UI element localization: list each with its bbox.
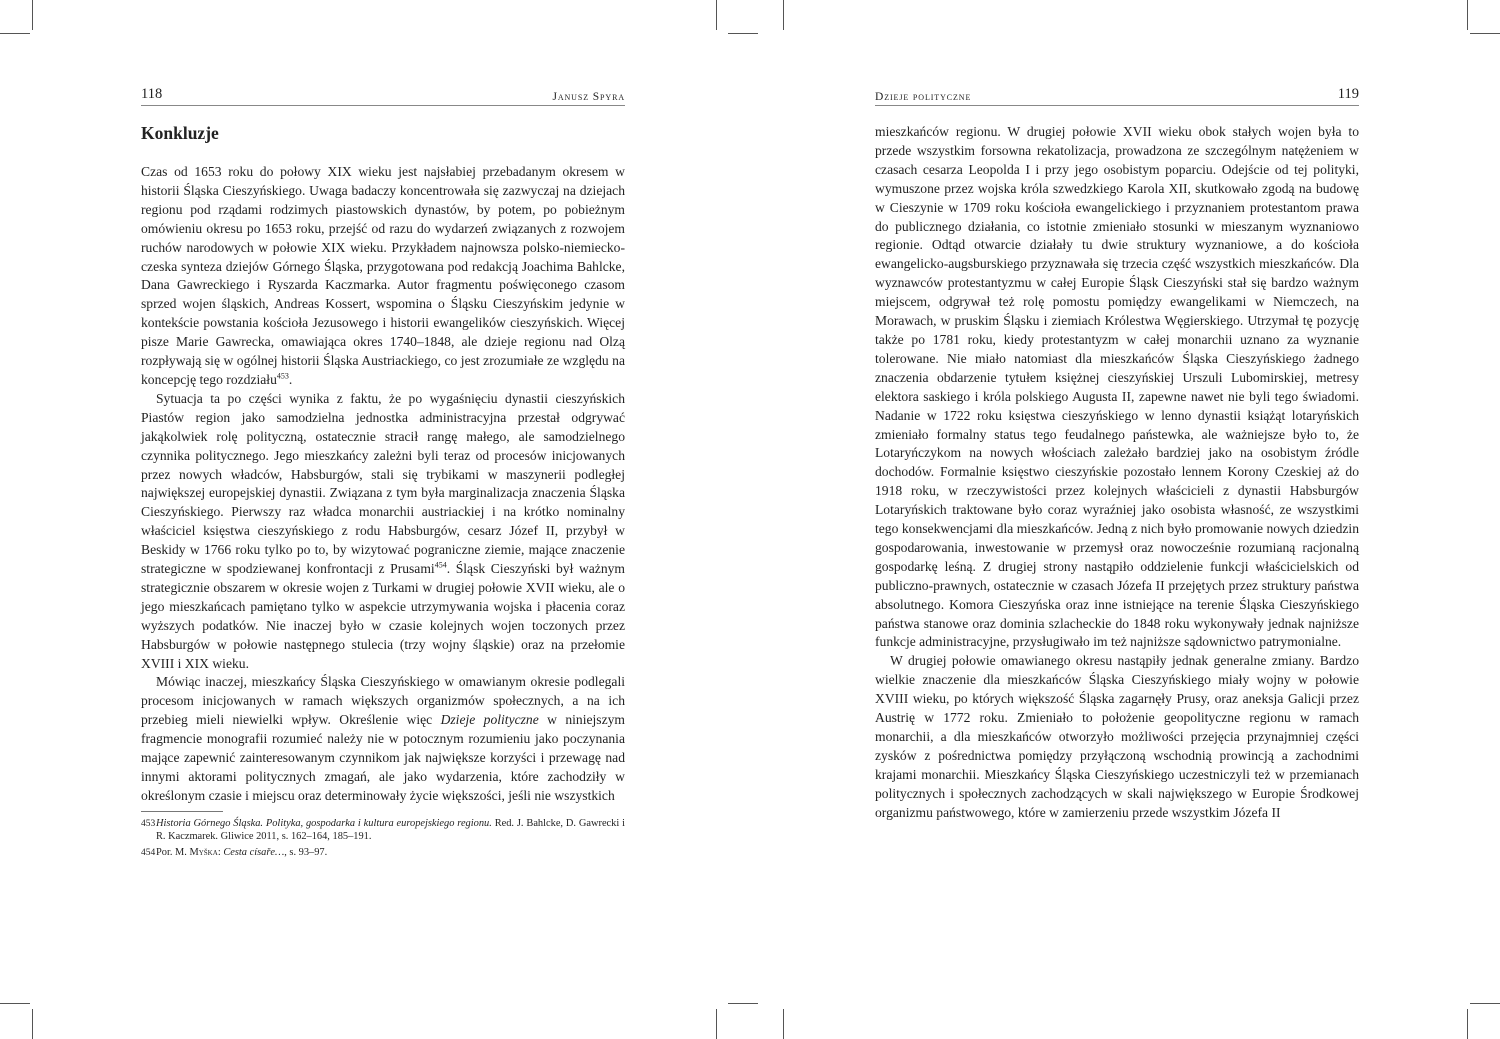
footnote: 454Por. M. Myška: Cesta císaře…, s. 93–97. — [141, 847, 328, 859]
page-number: 118 — [141, 86, 163, 102]
paragraph: Sytuacja ta po części wynika z faktu, że po wygaśnięciu dynastii cieszyńskich Piastów region jako samodzielna jednostka administracyjna przestał odgrywać jakąkolwiek rolę polityczną, ostatecznie stracił rangę małego, ale samodzielnego czynnika politycznego. Jego mieszkańcy zależni byli teraz od procesów inicjowanych przez nowych władców, Habsburgów, stali się trybikami w maszynerii podległej największej europejskiej dynastii. Związana z tym była marginalizacja znaczenia Śląska Cieszyńskiego. Pierwszy raz władca monarchii austriackiej i na krótko nominalny właściciel księstwa cieszyńskiego z rodu Habsburgów, cesarz Józef II, przybył w Beskidy w 1766 roku tylko po to, by wizytować pograniczne ziemie, mające znaczenie strategiczne w spodziewanej konfrontacji z Prusami$^{454}$. Śląsk Cieszyński był ważnym strategicznie obszarem w okresie wojen z Turkami w drugiej połowie XVII wieku, ale o jego mieszkańcach pamiętano tylko w aspekcie utrzymywania wojska i płacenia coraz wyższych podatków. Nie inaczej było w czasie kolejnych wojen toczonych przez Habsburgów w połowie następnego stulecia (trzy wojny śląskie) oraz na przełomie XVIII i XIX wieku. — [141, 390, 626, 671]
crop-mark — [0, 1003, 30, 1004]
paragraph: W drugiej połowie omawianego okresu nastąpiły jednak generalne zmiany. Bardzo wielkie znaczenie dla mieszkańców Śląska Cieszyńskiego miały wojny w połowie XVIII wieku, po których większość Śląska zagarnęły Prusy, oraz aneksja Galicji przez Austrię w 1772 roku. Zmieniało to położenie geopolityczne regionu w ramach monarchii, a dla mieszkańców otworzyło możliwości przejęcia przynajmniej części zysków z pośrednictwa pomiędzy przyłączoną wschodnią prowincją a zachodnimi krajami monarchii. Mieszkańcy Śląska Cieszyńskiego uczestniczyli też w przemianach politycznych i społecznych zachodzących w skali największego w Europie Środkowej organizmu państwowego, które w zamierzeniu przede wszystkim Józefa II — [875, 653, 1359, 820]
running-head-title: Dzieje polityczne — [875, 91, 972, 103]
section-heading: Konkluzje — [141, 123, 219, 143]
crop-mark — [1470, 1003, 1500, 1004]
crop-mark — [32, 1009, 33, 1039]
crop-mark — [783, 0, 784, 30]
page-number: 119 — [1337, 86, 1359, 102]
body-text — [141, 163, 625, 806]
running-head — [875, 86, 1359, 106]
paragraph: Mówiąc inaczej, mieszkańcy Śląska Cieszyńskiego w omawianym okresie podlegali procesom inicjowanych w ramach większych organizmów społecznych, a na ich przebieg mieli niewielki wpływ. Określenie więc Dzieje polityczne w niniejszym fragmencie monografii rozumieć należy nie w potocznym rozumieniu jako poczynania mające zapewnić zainteresowanym czynnikom jak największe korzyści i przewagę nad innymi aktorami politycznych zmagań, ale jako wydarzenia, które zachodziły w określonym czasie i miejscu oraz determinowały życie większości, jeśli nie wszystkich — [141, 674, 625, 803]
crop-mark — [728, 1003, 758, 1004]
crop-mark — [783, 1009, 784, 1039]
crop-mark — [32, 0, 33, 30]
footnote-rule — [141, 811, 223, 812]
right-page — [875, 86, 1359, 823]
crop-mark — [728, 33, 758, 34]
footnote-ref: 453 — [276, 371, 289, 381]
running-head — [141, 86, 625, 106]
body-text — [875, 123, 1359, 823]
footnote: 453Historia Górnego Śląska. Polityka, gospodarka i kultura europejskiego regionu. Red. J. Bahlcke, D. Gawrecki i R. Kaczmarek. Gliwice 2011, s. 162–164, 185–191. — [141, 817, 625, 842]
paragraph: Czas od 1653 roku do połowy XIX wieku jest najsłabiej przebadanym okresem w historii Śląska Cieszyńskiego. Uwaga badaczy koncentrowała się zazwyczaj na dziejach regionu pod rządami rodzimych piastowskich dynastów, by potem, po pobieżnym omówieniu okresu po 1653 roku, przejść od razu do wydarzeń związanych z rozwojem ruchów narodowych w połowie XIX wieku. Przykładem najnowsza polsko-niemiecko-czeska synteza dziejów Górnego Śląska, przygotowana pod redakcją Joachima Bahlcke, Dana Gawreckiego i Ryszarda Kaczmarka. Autor fragmentu poświęconego czasom sprzed wojen śląskich, Andreas Kossert, wspomina o Śląsku Cieszyńskim jedynie w kontekście powstania kościoła Jezusowego i historii ewangelików cieszyńskich. Więcej pisze Marie Gawrecka, omawiająca okres 1740–1848, ale dzieje regionu nad Olzą rozpływają się w ogólnej historii Śląska Austriackiego, co jest zrozumiałe ze względu na koncepcję tego rozdziału$^{453}$. — [141, 164, 625, 387]
crop-mark — [716, 1009, 717, 1039]
paragraph: mieszkańców regionu. W drugiej połowie XVII wieku obok stałych wojen była to przede wszystkim forsowna rekatolizacja, prowadzona ze szczególnym natężeniem w czasach cesarza Leopolda I i przy jego osobistym poparciu. Odejście od tej polityki, wymuszone przez wojska króla szwedzkiego Karola XII, skutkowało zgodą na budowę w Cieszynie w 1709 roku kościoła ewangelickiego i przyznaniem protestantom prawa do publicznego działania, co istotnie zmieniało stosunki w mieszanym wyznaniowo regionie. Odtąd otwarcie działały tu dwie struktury wyznaniowe, a do kościoła ewangelicko-augsburskiego przyznawała się trzecia część wszystkich mieszkańców. Dla wyznawców protestantyzmu w całej Europie Śląsk Cieszyński stał się bardzo ważnym miejscem, odgrywał też rolę pomostu pomiędzy ewangelikami w Niemczech, na Morawach, w pruskim Śląsku i ziemiach Królestwa Węgierskiego. Utrzymał tę pozycję także po 1781 roku, kiedy protestantyzm w całej monarchii uznano za wyznanie tolerowane. Nie miało natomiast dla mieszkańców Śląska Cieszyńskiego żadnego znaczenia obdarzenie tytułem księżnej cieszyńskiej Urszuli Lubomirskiej, metresy elektora saskiego i króla polskiego Augusta II, zapewne nawet nie byli tego świadomi. Nadanie w 1722 roku księstwa cieszyńskiego w lenno dynastii książąt lotaryńskich zmieniało formalny status tego feudalnego państewka, ale ważniejsze było to, że Lotaryńczykom na nowych włościach zależało bardziej jako na osobistym źródle dochodów. Formalnie księstwo cieszyńskie pozostało lennem Korony Czeskiej aż do 1918 roku, w rzeczywistości przez kolejnych właścicieli z dynastii Habsburgów Lotaryńskich traktowane było coraz wyraźniej jako osobista własność, ze wszystkimi tego konsekwencjami dla mieszkańców. Jedną z nich było promowanie nowych dziedzin gospodarowania, inwestowanie w przemysł oraz nowocześnie rozumianą racjonalną gospodarkę leśną. Z drugiej strony nastąpiło oddzielenie funkcji właścicielskich od publiczno-prawnych, ostatecznie w czasach Józefa II przejętych przez struktury państwa absolutnego. Komora Cieszyńska oraz inne istniejące na terenie Śląska Cieszyńskiego państwa stanowe oraz dominia szlacheckie do 1848 roku wykonywały jednak najniższe funkcje administracyjne, przysługiwało im też najniższe sądownictwo patrymonialne. — [875, 124, 1359, 650]
crop-mark — [716, 0, 717, 30]
footnote-ref: 454 — [434, 560, 447, 570]
left-page — [141, 86, 625, 864]
crop-mark — [1467, 1009, 1468, 1039]
crop-mark — [1467, 0, 1468, 30]
crop-mark — [1470, 33, 1500, 34]
running-head-title: Janusz Spyra — [552, 91, 625, 103]
crop-mark — [0, 33, 30, 34]
